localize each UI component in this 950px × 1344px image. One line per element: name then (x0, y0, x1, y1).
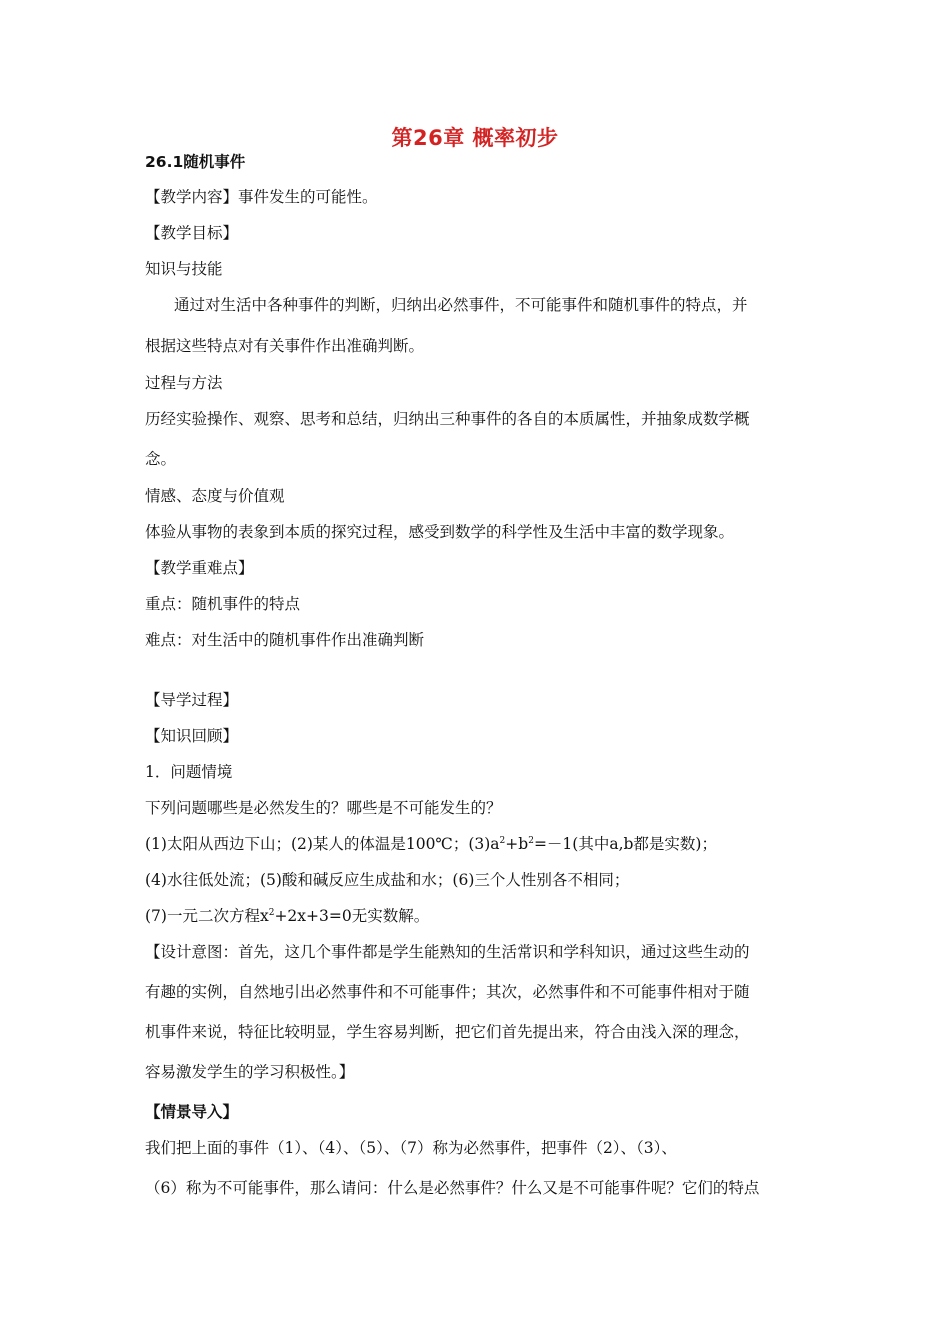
superscript: 2 (268, 908, 275, 918)
knowledge-text: 根据这些特点对有关事件作出准确判断。 (145, 337, 425, 355)
emotion-text: 体验从事物的表象到本质的探究过程，感受到数学的科学性及生活中丰富的数学现象。 (145, 523, 735, 541)
item-text: +b (505, 835, 529, 853)
scene-intro-heading: 【情景导入】 (145, 1103, 239, 1121)
problem-title: 1．问题情境 (145, 763, 233, 781)
scene-intro-text: （6）称为不可能事件，那么请问：什么是必然事件？什么又是不可能事件呢？它们的特点 (145, 1179, 760, 1197)
teaching-content: 【教学内容】事件发生的可能性。 (145, 188, 378, 206)
emotion-heading: 情感、态度与价值观 (145, 487, 285, 505)
difficult-point: 难点：对生活中的随机事件作出准确判断 (145, 631, 425, 649)
design-intent: 容易激发学生的学习积极性。】 (145, 1063, 355, 1081)
design-intent: 有趣的实例，自然地引出必然事件和不可能事件；其次，必然事件和不可能事件相对于随 (145, 983, 750, 1001)
design-intent: 机事件来说，特征比较明显，学生容易判断，把它们首先提出来，符合由浅入深的理念， (145, 1023, 750, 1041)
design-intent: 【设计意图：首先，这几个事件都是学生能熟知的生活常识和学科知识，通过这些生动的 (145, 943, 750, 961)
problem-items-line (145, 905, 810, 927)
section-heading: 26.1随机事件 (145, 153, 246, 171)
superscript: 2 (528, 836, 534, 846)
item-text: +2x+3=0无实数解。 (274, 907, 430, 925)
knowledge-review-heading: 【知识回顾】 (145, 727, 239, 745)
item-text: =－1(其中a,b都是实数)； (533, 835, 717, 853)
knowledge-text: 通过对生活中各种事件的判断，归纳出必然事件，不可能事件和随机事件的特点，并 (174, 296, 748, 314)
problem-items-line: (4)水往低处流；(5)酸和碱反应生成盐和水；(6)三个人性别各不相同； (145, 871, 630, 889)
teaching-goals-heading: 【教学目标】 (145, 224, 239, 242)
superscript: 2 (499, 836, 506, 846)
process-text: 历经实验操作、观察、思考和总结，归纳出三种事件的各自的本质属性，并抽象成数学概 (145, 410, 750, 428)
process-text: 念。 (145, 450, 177, 468)
item-text: (1)太阳从西边下山；(2)某人的体温是100℃；(3)a (145, 835, 500, 853)
knowledge-heading: 知识与技能 (145, 260, 223, 278)
chapter-title: 第26章 概率初步 (391, 126, 559, 150)
guide-process-heading: 【导学过程】 (145, 691, 239, 709)
item-text: (7)一元二次方程x (145, 907, 269, 925)
problem-question: 下列问题哪些是必然发生的？哪些是不可能发生的？ (145, 799, 502, 817)
key-difficult-heading: 【教学重难点】 (145, 559, 254, 577)
key-point: 重点：随机事件的特点 (145, 595, 301, 613)
process-heading: 过程与方法 (145, 374, 223, 392)
scene-intro-text: 我们把上面的事件（1）、（4）、（5）、（7）称为必然事件，把事件（2）、（3）、 (145, 1139, 677, 1157)
problem-items-line (145, 833, 810, 855)
